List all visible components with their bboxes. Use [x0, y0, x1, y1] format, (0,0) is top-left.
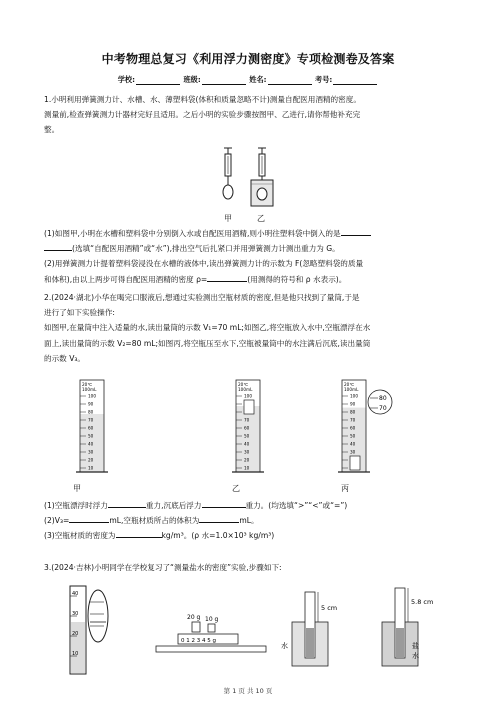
- q2-blank-5[interactable]: [116, 528, 162, 538]
- cylinder-tick-label: 50: [244, 433, 250, 439]
- page-title: 中考物理总复习《利用浮力测密度》专项检测卷及答案: [101, 52, 395, 66]
- q2-part2: (2)V₃= mL,空瓶材质所占的体积为 mL。: [44, 513, 460, 528]
- cylinder-unit-label: 100mL: [238, 387, 253, 392]
- q1-line: 测量前,检查弹簧测力计器材完好且适用。之后小明的实验步骤按图甲、乙进行,请你帮他补充完: [44, 110, 361, 120]
- cylinder-temp-label: 20℃: [82, 382, 93, 387]
- q2-blank-1[interactable]: [108, 498, 146, 508]
- q2-line: 2.(2024·湖北)小华在喝完口服液后,想通过实验测出空瓶材质的密度,但是他只找到了量筒,于是: [44, 293, 360, 302]
- q3-line: 3.(2024·吉林)小明同学在学校复习了“测量盐水的密度”实验,步骤如下:: [44, 563, 282, 572]
- floating-bottle: [244, 400, 254, 414]
- cylinder-tick-label: 30: [350, 449, 356, 455]
- cylinder-jia: [76, 380, 108, 472]
- q1-part1-line2: (选填“自配医用酒精”或“水”),排出空气后扎紧口并用弹簧测力计测出重力为 G。: [44, 241, 460, 256]
- student-info-line: [0, 75, 496, 85]
- q2-fig-yi-label: 乙: [232, 484, 240, 493]
- cylinder-tick-label: 90: [350, 401, 356, 407]
- q3-height-5cm: 5 cm: [321, 604, 338, 612]
- number-label: 考号:: [315, 75, 333, 84]
- q2-blank-2[interactable]: [202, 498, 246, 508]
- q3-water-label: 水: [281, 642, 288, 650]
- cylinder-tick-label: 40: [244, 441, 250, 447]
- q2-line: 面上,读出量筒的示数 V₂=80 mL;如图丙,将空瓶压至水下,空瓶被量筒中的水注满后沉底,读出量筒: [44, 338, 371, 348]
- page-footer: 第 1 页 共 10 页: [223, 687, 273, 695]
- cylinder-temp-label: 20℃: [344, 382, 355, 387]
- cylinder-tick-label: 70: [244, 417, 250, 423]
- q3-weight-10g: 10 g: [205, 616, 219, 623]
- q2-line: 如图甲,在量筒中注入适量的水,读出量筒的示数 V₁=70 mL;如图乙,将空瓶放入水中,空瓶漂浮在水: [44, 323, 371, 333]
- q1-line: 整。: [44, 125, 60, 135]
- cylinder-tick-label: 100: [244, 393, 252, 399]
- q1-blank-1b[interactable]: [44, 241, 72, 251]
- q3-tick-30: 30: [72, 611, 79, 617]
- cylinder-tick-label: 80: [88, 409, 94, 415]
- number-field[interactable]: [333, 76, 377, 85]
- q2-stem: [44, 290, 460, 366]
- cylinder-tick-label: 30: [244, 449, 250, 455]
- q1-part2-line1: (2)用弹簧测力计提着塑料袋浸没在水槽的液体中,读出弹簧测力计的示数为 F(忽略塑料袋的质量: [44, 259, 364, 269]
- cylinder-tick-label: 90: [88, 401, 94, 407]
- cylinder-tick-label: 40: [88, 441, 94, 447]
- q2-blank-3[interactable]: [69, 513, 109, 523]
- q3-tick-20: 20: [72, 631, 79, 637]
- cylinder-yi: [232, 380, 264, 472]
- cylinder-tick-label: 20: [244, 457, 250, 463]
- cylinder-tick-label: 50: [350, 433, 356, 439]
- cylinder-tick-label: 40: [350, 441, 356, 447]
- q3-scale-label: 0 1 2 3 4 5 g: [181, 638, 216, 644]
- q1-fig-yi-label: 乙: [257, 214, 265, 223]
- cylinder-tick-label: 100: [88, 393, 96, 399]
- school-label: 学校:: [117, 75, 135, 84]
- zoom-label-top: 80: [379, 395, 387, 402]
- q3-saltwater-label: 水: [412, 652, 419, 660]
- q2-line: 进行了如下实验操作:: [44, 308, 115, 318]
- q1-stem: [44, 92, 460, 138]
- name-field[interactable]: [268, 76, 312, 85]
- cylinder-tick-label: 60: [244, 425, 250, 431]
- school-field[interactable]: [136, 76, 180, 85]
- q3-tick-10: 10: [72, 651, 79, 657]
- cylinder-tick-label: 60: [350, 425, 356, 431]
- cylinder-bing: [338, 380, 392, 472]
- cylinder-unit-label: 100mL: [344, 387, 359, 392]
- q3-tick-40: 40: [72, 591, 79, 597]
- q2-fig-jia-label: 甲: [73, 484, 81, 493]
- q3-weight-20g: 20 g: [187, 614, 201, 621]
- q2-part3: (3)空瓶材质的密度为 kg/m³。(ρ 水=1.0×10³ kg/m³): [44, 528, 460, 543]
- cylinder-tick-label: 10: [88, 465, 94, 471]
- cylinder-tick-label: 30: [88, 449, 94, 455]
- cylinder-tick-label: 60: [88, 425, 94, 431]
- q1-parts: [44, 226, 460, 287]
- cylinder-tick-label: 70: [350, 417, 356, 423]
- q2-fig-bing-label: 丙: [341, 484, 349, 493]
- q2-line: 的示数 V₃。: [44, 353, 86, 363]
- sunk-bottle: [350, 456, 360, 470]
- cylinder-tick-label: 50: [88, 433, 94, 439]
- q1-fig-jia-label: 甲: [224, 214, 232, 223]
- q3-figure: [60, 582, 460, 680]
- q1-part2-line2: 和体积),由以上两步可得自配医用酒精的密度 ρ= (用测得的符号和 ρ 水表示)。: [44, 272, 460, 287]
- q2-blank-4[interactable]: [199, 513, 239, 523]
- q2-cylinders-figure: [40, 370, 460, 480]
- cylinder-tick-label: 80: [350, 409, 356, 415]
- q3-salt-label: 盐: [412, 642, 419, 650]
- class-field[interactable]: [202, 76, 246, 85]
- q1-blank-1[interactable]: [341, 226, 371, 236]
- q3-stem: [44, 560, 460, 575]
- cylinder-temp-label: 20℃: [238, 382, 249, 387]
- class-label: 班级:: [183, 75, 201, 84]
- cylinder-tick-label: 100: [350, 393, 358, 399]
- q1-blank-2[interactable]: [207, 272, 247, 282]
- q3-height-5-8cm: 5.8 cm: [411, 598, 434, 606]
- cylinder-tick-label: 70: [88, 417, 94, 423]
- zoom-label-bottom: 70: [379, 405, 387, 412]
- q1-line: 1.小明利用弹簧测力计、水槽、水、薄塑料袋(体积和质量忽略不计)测量自配医用酒精的密度。: [44, 95, 361, 104]
- cylinder-tick-label: 10: [244, 465, 250, 471]
- cylinder-tick-label: 20: [88, 457, 94, 463]
- cylinder-unit-label: 100mL: [82, 387, 97, 392]
- q1-spring-scale-figure: [218, 146, 288, 222]
- q2-part1: (1)空瓶漂浮时浮力 重力,沉底后浮力 重力。(均选填“>”“<”或“=”): [44, 498, 460, 513]
- name-label: 姓名:: [249, 75, 267, 84]
- q2-parts: [44, 498, 460, 544]
- q1-part1-line1: (1)如图甲,小明在水槽和塑料袋中分别倒入水或自配医用酒精,则小明往塑料袋中倒入的是: [44, 226, 460, 241]
